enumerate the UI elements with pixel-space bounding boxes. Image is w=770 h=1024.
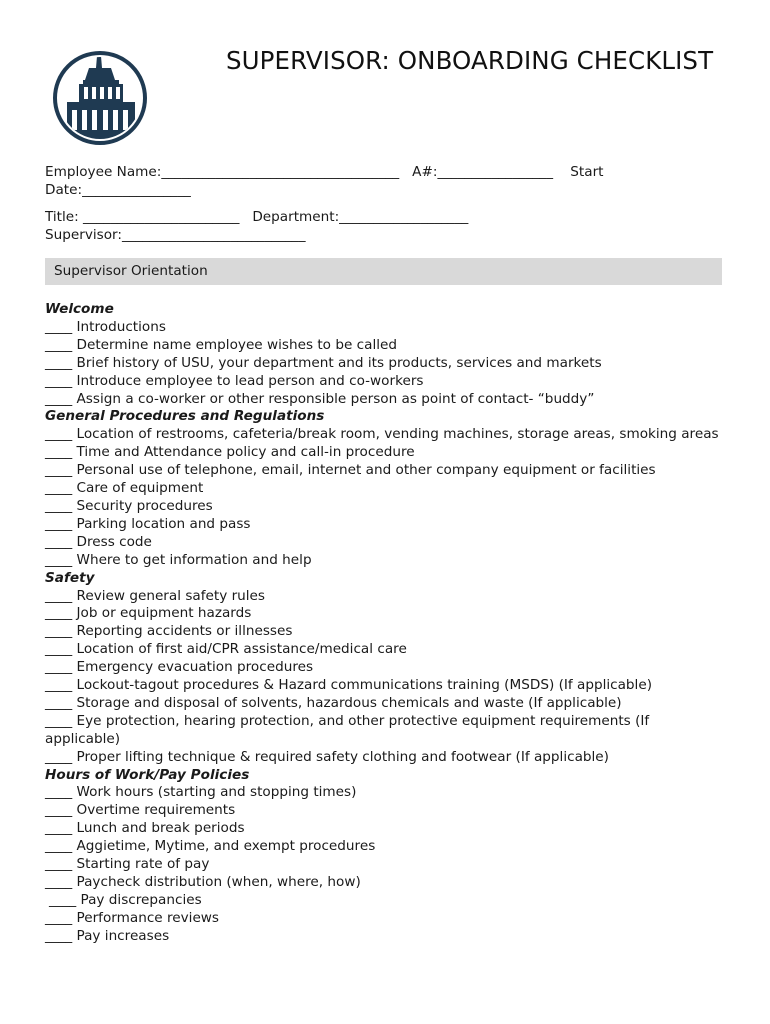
start-date-line[interactable]: Date:________________ [45,181,191,198]
checklist-item[interactable]: ____ Location of first aid/CPR assistance/medical care [45,641,407,658]
employee-info-fields [45,164,735,244]
checklist-item[interactable]: ____ Paycheck distribution (when, where, how) [45,874,361,890]
group-title-safety: Safety [45,569,95,586]
checklist-item[interactable]: ____ Determine name employee wishes to be called [45,336,397,353]
checklist-item[interactable]: ____ Emergency evacuation procedures [45,659,314,676]
checklist-item[interactable]: ____ Storage and disposal of solvents, hazardous chemicals and waste (If applicable) [45,694,622,711]
checklist-item[interactable]: ____ Assign a co-worker or other responsible person as point of contact- “buddy” [45,390,595,407]
checklist-item[interactable]: ____ Starting rate of pay [45,856,210,873]
group-title-hours-pay: Hours of Work/Pay Policies [45,766,250,783]
group-title-general-procedures: General Procedures and Regulations [45,408,325,425]
checklist-item[interactable]: ____ Lockout-tagout procedures & Hazard communications training (MSDS) (If applicable) [45,677,653,694]
supervisor-line[interactable]: Supervisor:___________________________ [45,226,306,243]
checklist-item[interactable]: ____ Where to get information and help [45,551,312,568]
section-label: Supervisor Orientation [54,263,208,279]
checklist-item[interactable]: ____ Eye protection, hearing protection, and other protective equipment requirements (If applicable) [45,712,650,747]
checklist-item[interactable]: ____ Job or equipment hazards [45,605,252,622]
group-title-welcome: Welcome [45,301,114,317]
checklist-item[interactable]: ____ Parking location and pass [45,515,251,532]
checklist-item[interactable]: ____ Pay increases [45,927,170,944]
employee-name-line[interactable]: Employee Name:___________________________________ A#:_________________ Start [45,164,604,180]
checklist-item[interactable]: ____ Security procedures [45,497,213,514]
checklist-item[interactable]: ____ Introduce employee to lead person and co-workers [45,372,424,389]
checklist-item[interactable]: ____ Introductions [45,318,166,335]
checklist-item[interactable]: ____ Reporting accidents or illnesses [45,623,293,640]
checklist-item[interactable]: ____ Dress code [45,533,152,550]
checklist-item[interactable]: ____ Aggietime, Mytime, and exempt procedures [45,838,376,855]
checklist-body [45,301,725,946]
checklist-item[interactable]: ____ Work hours (starting and stopping times) [45,784,357,801]
checklist-item[interactable]: ____ Time and Attendance policy and call-in procedure [45,444,415,461]
checklist-item[interactable]: ____ Lunch and break periods [45,820,245,837]
section-header [45,258,722,285]
checklist-item[interactable]: ____ Brief history of USU, your department and its products, services and markets [45,354,602,371]
checklist-item[interactable]: ____ Location of restrooms, cafeteria/break room, vending machines, storage areas, smoking areas [45,426,719,443]
checklist-item[interactable]: ____ Proper lifting technique & required safety clothing and footwear (If applicable) [45,748,609,765]
checklist-item[interactable]: ____ Personal use of telephone, email, internet and other company equipment or facilities [45,462,656,479]
checklist-item[interactable]: ____ Pay discrepancies [49,891,202,908]
title-department-line[interactable]: Title: _______________________ Department:___________________ [45,209,469,225]
capitol-dome-icon [53,50,147,148]
checklist-item[interactable]: ____ Performance reviews [45,909,220,926]
checklist-item[interactable]: ____ Care of equipment [45,480,204,497]
checklist-item[interactable]: ____ Review general safety rules [45,587,266,604]
page-title: SUPERVISOR: ONBOARDING CHECKLIST [226,46,714,75]
checklist-item[interactable]: ____ Overtime requirements [45,802,236,819]
